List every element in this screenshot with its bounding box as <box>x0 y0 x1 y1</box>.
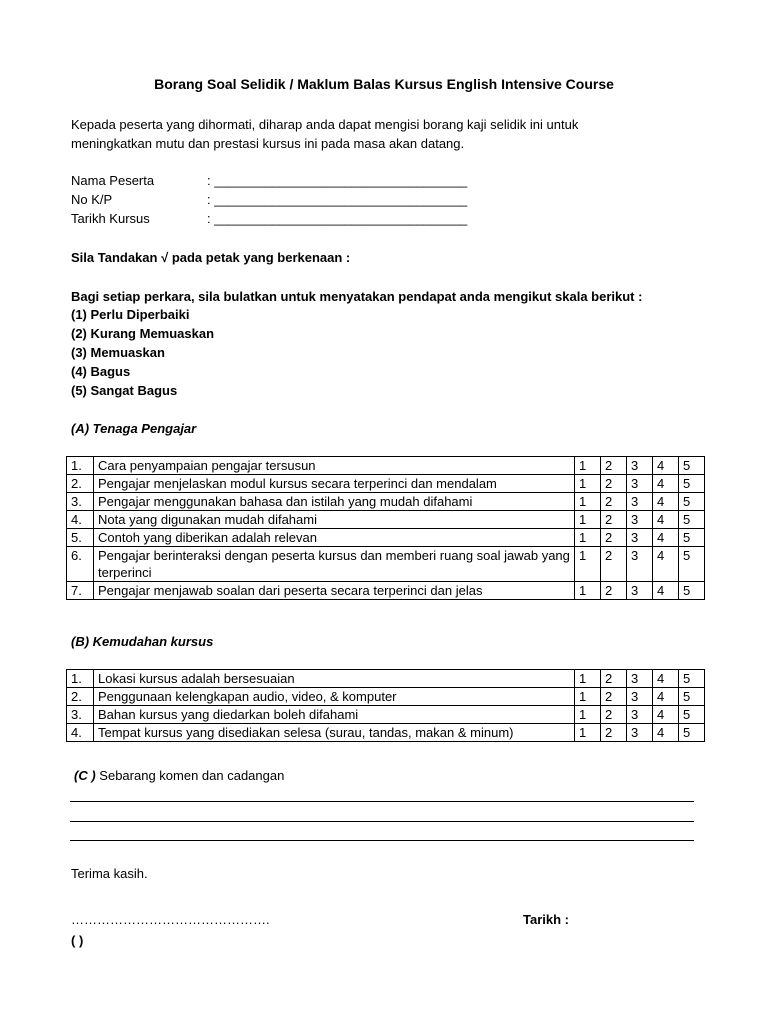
rating-option-4[interactable]: 4 <box>653 547 679 582</box>
rating-option-4[interactable]: 4 <box>653 457 679 475</box>
rating-option-4[interactable]: 4 <box>653 582 679 600</box>
item-text: Cara penyampaian pengajar tersusun <box>94 457 575 475</box>
item-number: 1. <box>67 670 94 688</box>
item-text: Pengajar menjelaskan modul kursus secara terperinci dan mendalam <box>94 475 575 493</box>
item-text: Pengajar menggunakan bahasa dan istilah yang mudah difahami <box>94 493 575 511</box>
section-b-heading: (B) Kemudahan kursus <box>71 634 214 649</box>
rating-option-2[interactable]: 2 <box>601 511 627 529</box>
item-text: Bahan kursus yang diedarkan boleh difahami <box>94 706 575 724</box>
rating-option-2[interactable]: 2 <box>601 670 627 688</box>
item-number: 4. <box>67 511 94 529</box>
item-number: 6. <box>67 547 94 582</box>
item-text: Contoh yang diberikan adalah relevan <box>94 529 575 547</box>
signature-name-field[interactable]: ( ) <box>71 933 84 948</box>
item-text: Tempat kursus yang disediakan selesa (surau, tandas, makan & minum) <box>94 724 575 742</box>
rating-option-2[interactable]: 2 <box>601 706 627 724</box>
rating-option-3[interactable]: 3 <box>627 457 653 475</box>
rating-option-3[interactable]: 3 <box>627 511 653 529</box>
item-text: Pengajar menjawab soalan dari peserta secara terperinci dan jelas <box>94 582 575 600</box>
rating-option-5[interactable]: 5 <box>679 688 705 706</box>
item-text: Pengajar berinteraksi dengan peserta kursus dan memberi ruang soal jawab yang terperinci <box>94 547 575 582</box>
rating-option-3[interactable]: 3 <box>627 706 653 724</box>
table-row <box>67 670 705 688</box>
rating-option-4[interactable]: 4 <box>653 688 679 706</box>
table-row <box>67 457 705 475</box>
rating-option-4[interactable]: 4 <box>653 706 679 724</box>
rating-option-4[interactable]: 4 <box>653 475 679 493</box>
section-c-heading <box>74 768 284 783</box>
table-row <box>67 511 705 529</box>
field-label-tarikh: Tarikh Kursus <box>71 211 150 226</box>
form-title: Borang Soal Selidik / Maklum Balas Kursus English Intensive Course <box>154 76 614 92</box>
item-number: 5. <box>67 529 94 547</box>
rating-option-3[interactable]: 3 <box>627 547 653 582</box>
field-label-nokp: No K/P <box>71 192 113 207</box>
rating-option-3[interactable]: 3 <box>627 529 653 547</box>
scale-item: (5) Sangat Bagus <box>71 383 178 398</box>
item-number: 2. <box>67 688 94 706</box>
section-a-heading: (A) Tenaga Pengajar <box>71 421 197 436</box>
rating-option-5[interactable]: 5 <box>679 457 705 475</box>
date-label: Tarikh : <box>523 912 569 927</box>
item-number: 3. <box>67 493 94 511</box>
rating-option-1[interactable]: 1 <box>575 457 601 475</box>
intro-line-2: meningkatkan mutu dan prestasi kursus ini pada masa akan datang. <box>71 136 465 151</box>
rating-option-2[interactable]: 2 <box>601 688 627 706</box>
rating-option-5[interactable]: 5 <box>679 547 705 582</box>
rating-option-3[interactable]: 3 <box>627 724 653 742</box>
intro-line-1: Kepada peserta yang dihormati, diharap anda dapat mengisi borang kaji selidik ini untuk <box>71 117 579 132</box>
scale-intro: Bagi setiap perkara, sila bulatkan untuk menyatakan pendapat anda mengikut skala berikut : <box>71 289 643 304</box>
field-nama-peserta[interactable]: : ___________________________________ <box>207 173 468 188</box>
section-c-text: Sebarang komen dan cadangan <box>99 768 285 783</box>
rating-option-3[interactable]: 3 <box>627 493 653 511</box>
scale-item: (3) Memuaskan <box>71 345 165 360</box>
signature-line[interactable]: ………………………………………. <box>71 912 270 927</box>
table-row <box>67 529 705 547</box>
table-row <box>67 582 705 600</box>
item-number: 4. <box>67 724 94 742</box>
rating-option-2[interactable]: 2 <box>601 457 627 475</box>
item-text: Penggunaan kelengkapan audio, video, & komputer <box>94 688 575 706</box>
rating-option-5[interactable]: 5 <box>679 475 705 493</box>
comment-line[interactable] <box>70 801 694 802</box>
rating-option-1[interactable]: 1 <box>575 475 601 493</box>
rating-option-5[interactable]: 5 <box>679 529 705 547</box>
rating-option-4[interactable]: 4 <box>653 493 679 511</box>
section-a-table <box>66 456 705 600</box>
item-text: Lokasi kursus adalah bersesuaian <box>94 670 575 688</box>
table-row <box>67 706 705 724</box>
section-b-table <box>66 669 705 742</box>
rating-option-5[interactable]: 5 <box>679 724 705 742</box>
rating-option-1[interactable]: 1 <box>575 582 601 600</box>
rating-option-1[interactable]: 1 <box>575 547 601 582</box>
rating-option-1[interactable]: 1 <box>575 706 601 724</box>
rating-option-1[interactable]: 1 <box>575 493 601 511</box>
rating-option-2[interactable]: 2 <box>601 493 627 511</box>
rating-option-2[interactable]: 2 <box>601 582 627 600</box>
rating-option-1[interactable]: 1 <box>575 688 601 706</box>
rating-option-4[interactable]: 4 <box>653 670 679 688</box>
item-text: Nota yang digunakan mudah difahami <box>94 511 575 529</box>
rating-option-2[interactable]: 2 <box>601 529 627 547</box>
field-tarikh-kursus[interactable]: : ___________________________________ <box>207 211 468 226</box>
rating-option-4[interactable]: 4 <box>653 724 679 742</box>
comment-line[interactable] <box>70 821 694 822</box>
table-row <box>67 475 705 493</box>
rating-option-3[interactable]: 3 <box>627 475 653 493</box>
comment-line[interactable] <box>70 840 694 841</box>
rating-option-1[interactable]: 1 <box>575 670 601 688</box>
table-row <box>67 493 705 511</box>
field-no-kp[interactable]: : ___________________________________ <box>207 192 468 207</box>
scale-item: (2) Kurang Memuaskan <box>71 326 215 341</box>
item-number: 1. <box>67 457 94 475</box>
table-row <box>67 547 705 582</box>
scale-item: (1) Perlu Diperbaiki <box>71 307 190 322</box>
rating-option-5[interactable]: 5 <box>679 493 705 511</box>
table-row <box>67 688 705 706</box>
item-number: 7. <box>67 582 94 600</box>
rating-option-3[interactable]: 3 <box>627 582 653 600</box>
field-label-nama: Nama Peserta <box>71 173 155 188</box>
rating-option-2[interactable]: 2 <box>601 724 627 742</box>
rating-option-2[interactable]: 2 <box>601 475 627 493</box>
rating-option-5[interactable]: 5 <box>679 706 705 724</box>
closing-text: Terima kasih. <box>71 866 148 881</box>
item-number: 2. <box>67 475 94 493</box>
scale-item: (4) Bagus <box>71 364 131 379</box>
table-row <box>67 724 705 742</box>
rating-option-2[interactable]: 2 <box>601 547 627 582</box>
item-number: 3. <box>67 706 94 724</box>
instruction: Sila Tandakan √ pada petak yang berkenaan : <box>71 250 351 265</box>
rating-option-1[interactable]: 1 <box>575 724 601 742</box>
rating-option-5[interactable]: 5 <box>679 511 705 529</box>
rating-option-1[interactable]: 1 <box>575 511 601 529</box>
rating-option-5[interactable]: 5 <box>679 582 705 600</box>
rating-option-4[interactable]: 4 <box>653 529 679 547</box>
rating-option-5[interactable]: 5 <box>679 670 705 688</box>
rating-option-3[interactable]: 3 <box>627 688 653 706</box>
rating-option-3[interactable]: 3 <box>627 670 653 688</box>
section-c-label: (C ) <box>74 768 96 783</box>
rating-option-1[interactable]: 1 <box>575 529 601 547</box>
rating-option-4[interactable]: 4 <box>653 511 679 529</box>
